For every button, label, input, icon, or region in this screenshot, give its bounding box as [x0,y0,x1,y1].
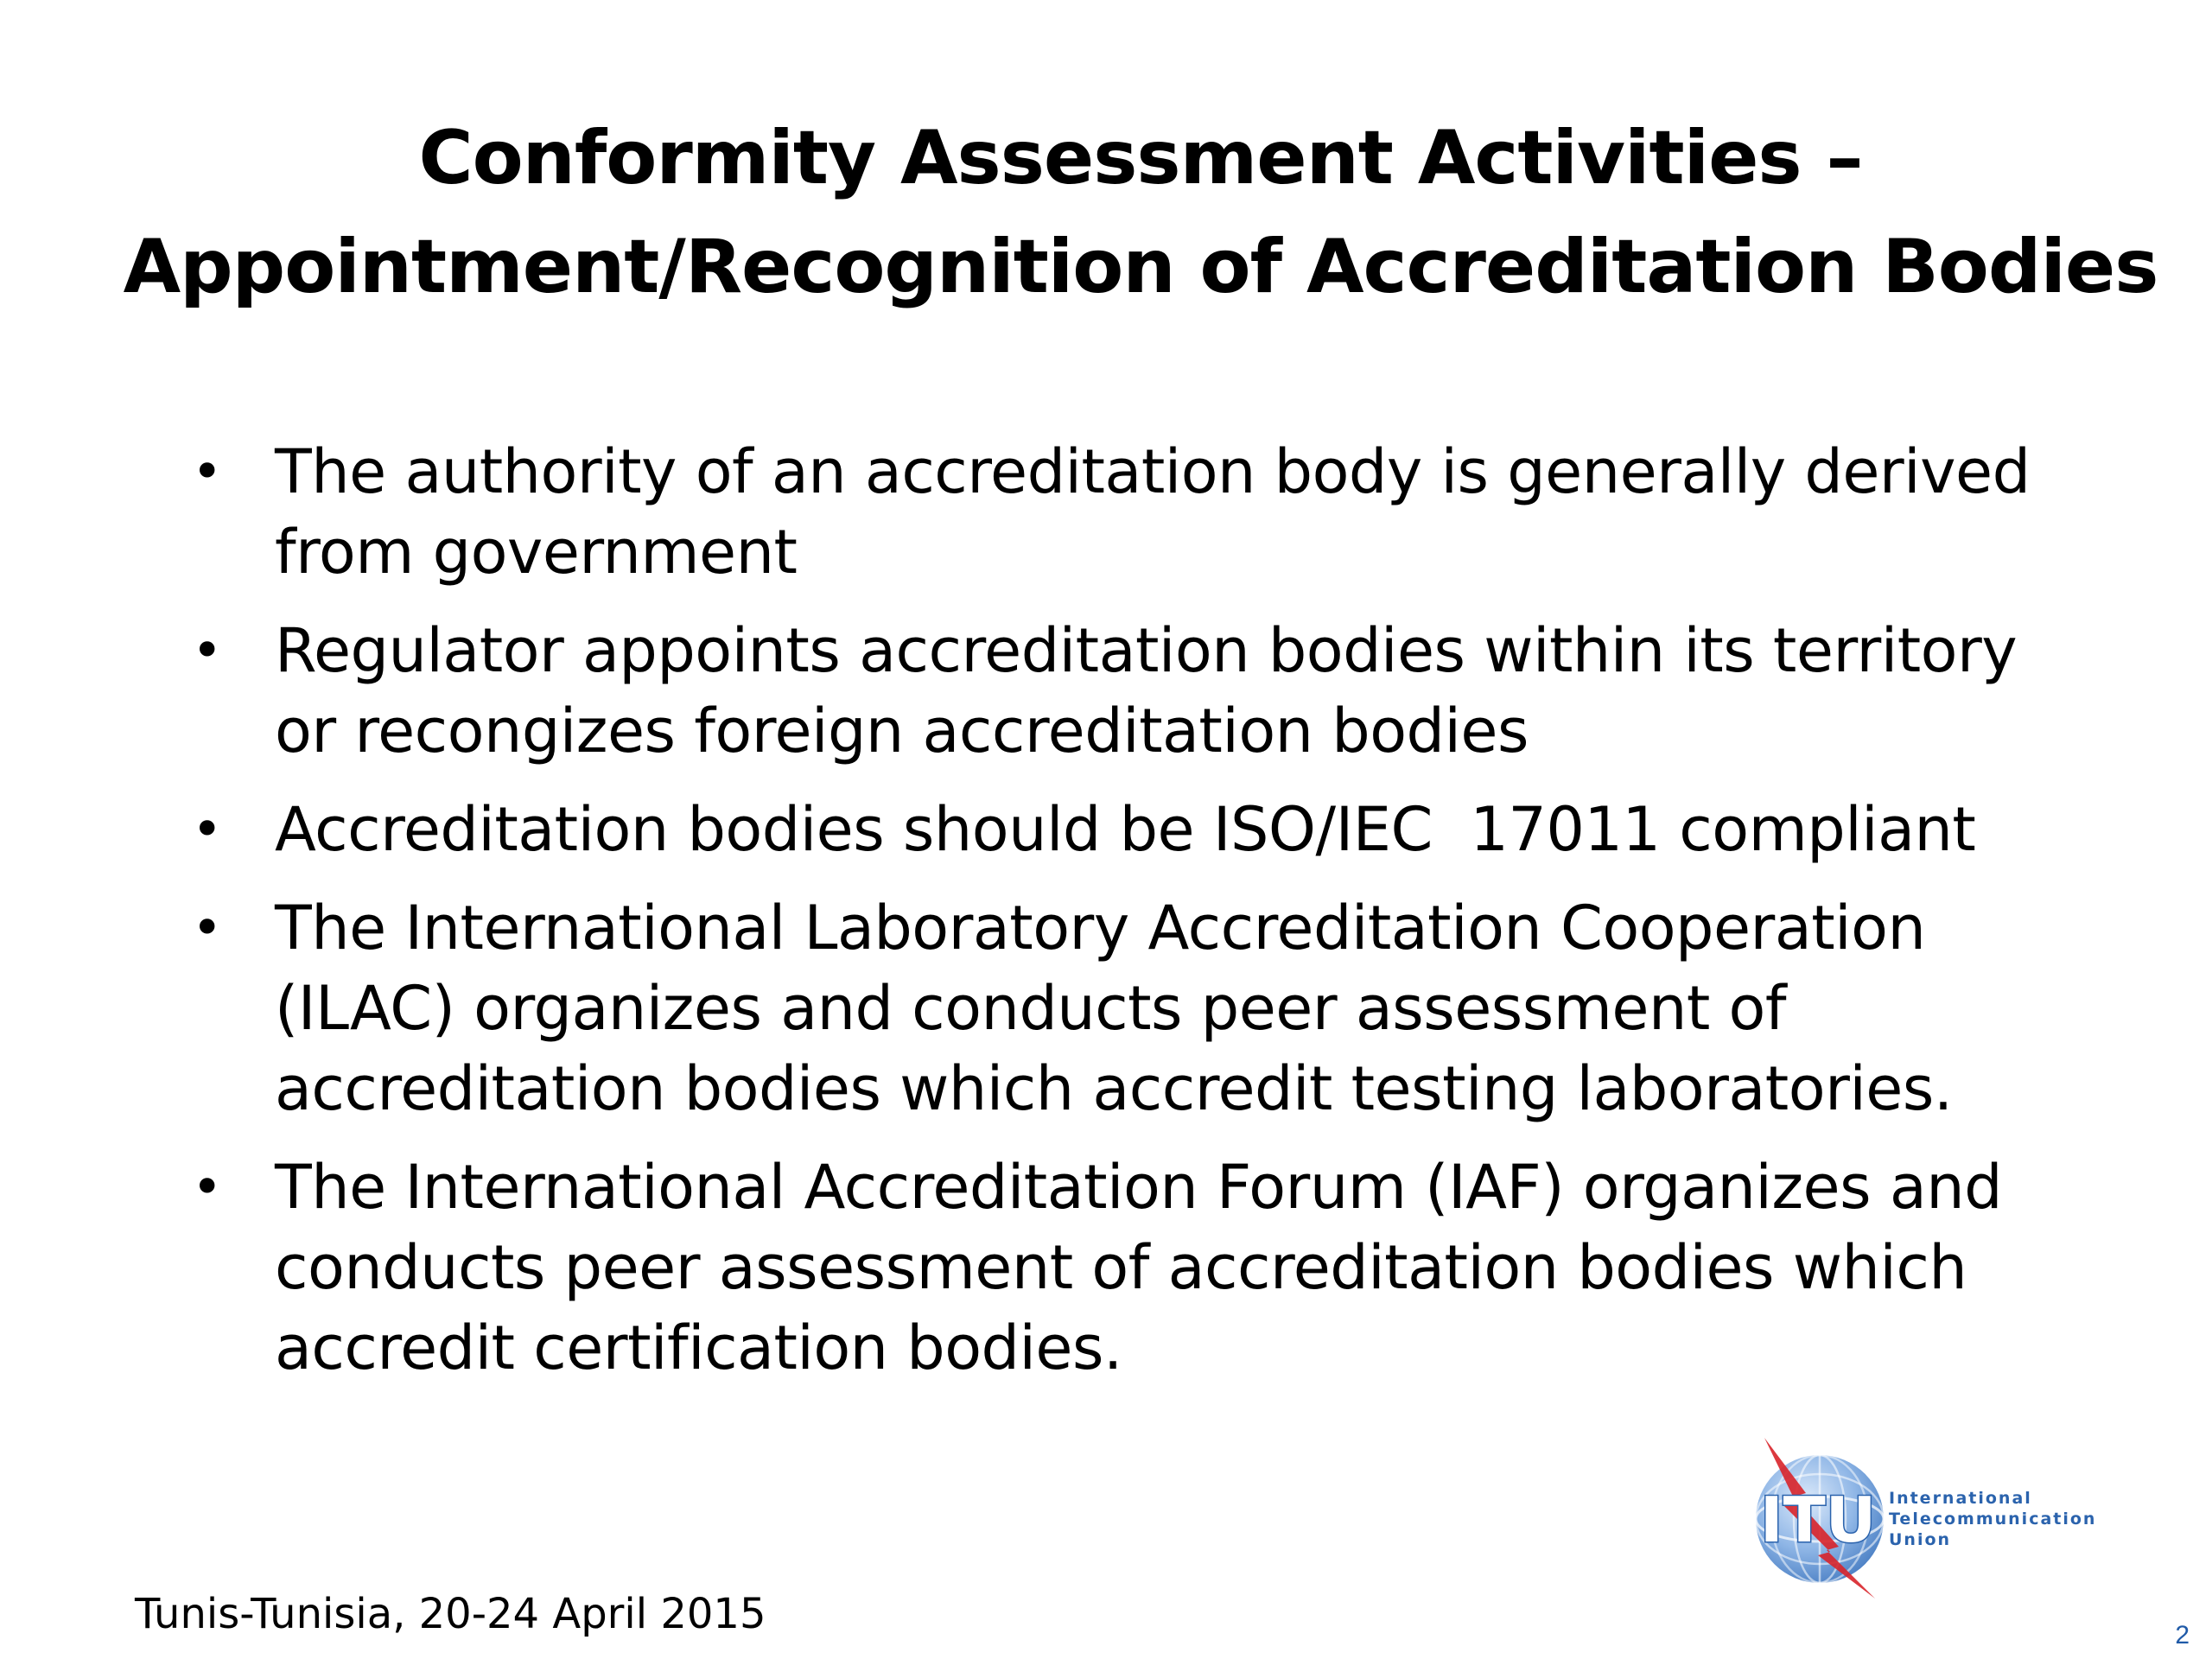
bullet-line: Accreditation bodies should be ISO/IEC 17011 compliant [275,794,1976,865]
bullet-line: accreditation bodies which accredit testing laboratories. [275,1053,1953,1124]
bullet-line: The authority of an accreditation body is generally derived [275,436,2031,507]
footer-event: Tunis-Tunisia, 20-24 April 2015 [135,1590,766,1638]
logo-name-line: Union [1889,1530,1952,1549]
logo-name-line: Telecommunication [1889,1510,2097,1529]
bullet-item [183,790,2153,870]
bullet-item [183,1147,2153,1389]
bullet-item [183,432,2153,593]
bullet-dot: • [192,898,222,958]
slide-title [104,104,2177,321]
bullet-dot: • [192,1157,222,1217]
bullet-dot: • [192,442,222,502]
bullet-line: (ILAC) organizes and conducts peer assessment of [275,973,1787,1044]
bullet-line: The International Accreditation Forum (IAF) organizes and [275,1152,2003,1223]
bullet-line: Regulator appoints accreditation bodies within its territory [275,615,2018,686]
bullet-dot: • [192,620,222,681]
logo-name-line: International [1889,1489,2032,1508]
bullet-line: The International Laboratory Accreditation Cooperation [275,893,1926,963]
bullet-line: or recongizes foreign accreditation bodies [275,696,1529,766]
bullet-line: conducts peer assessment of accreditation bodies which [275,1232,1967,1303]
bullet-list [183,432,2153,1407]
bullet-item [183,611,2153,772]
bullet-line: accredit certification bodies. [275,1313,1122,1383]
logo-name [1889,1488,2096,1550]
bullet-line: from government [275,517,798,588]
title-line-1: Conformity Assessment Activities – [418,115,1863,201]
title-line-2: Appointment/Recognition of Accreditation Bodies [123,224,2158,310]
logo-abbreviation: ITU [1759,1484,1877,1556]
bullet-item [183,888,2153,1129]
page-number: 2 [2175,1621,2190,1649]
bullet-dot: • [192,799,222,860]
